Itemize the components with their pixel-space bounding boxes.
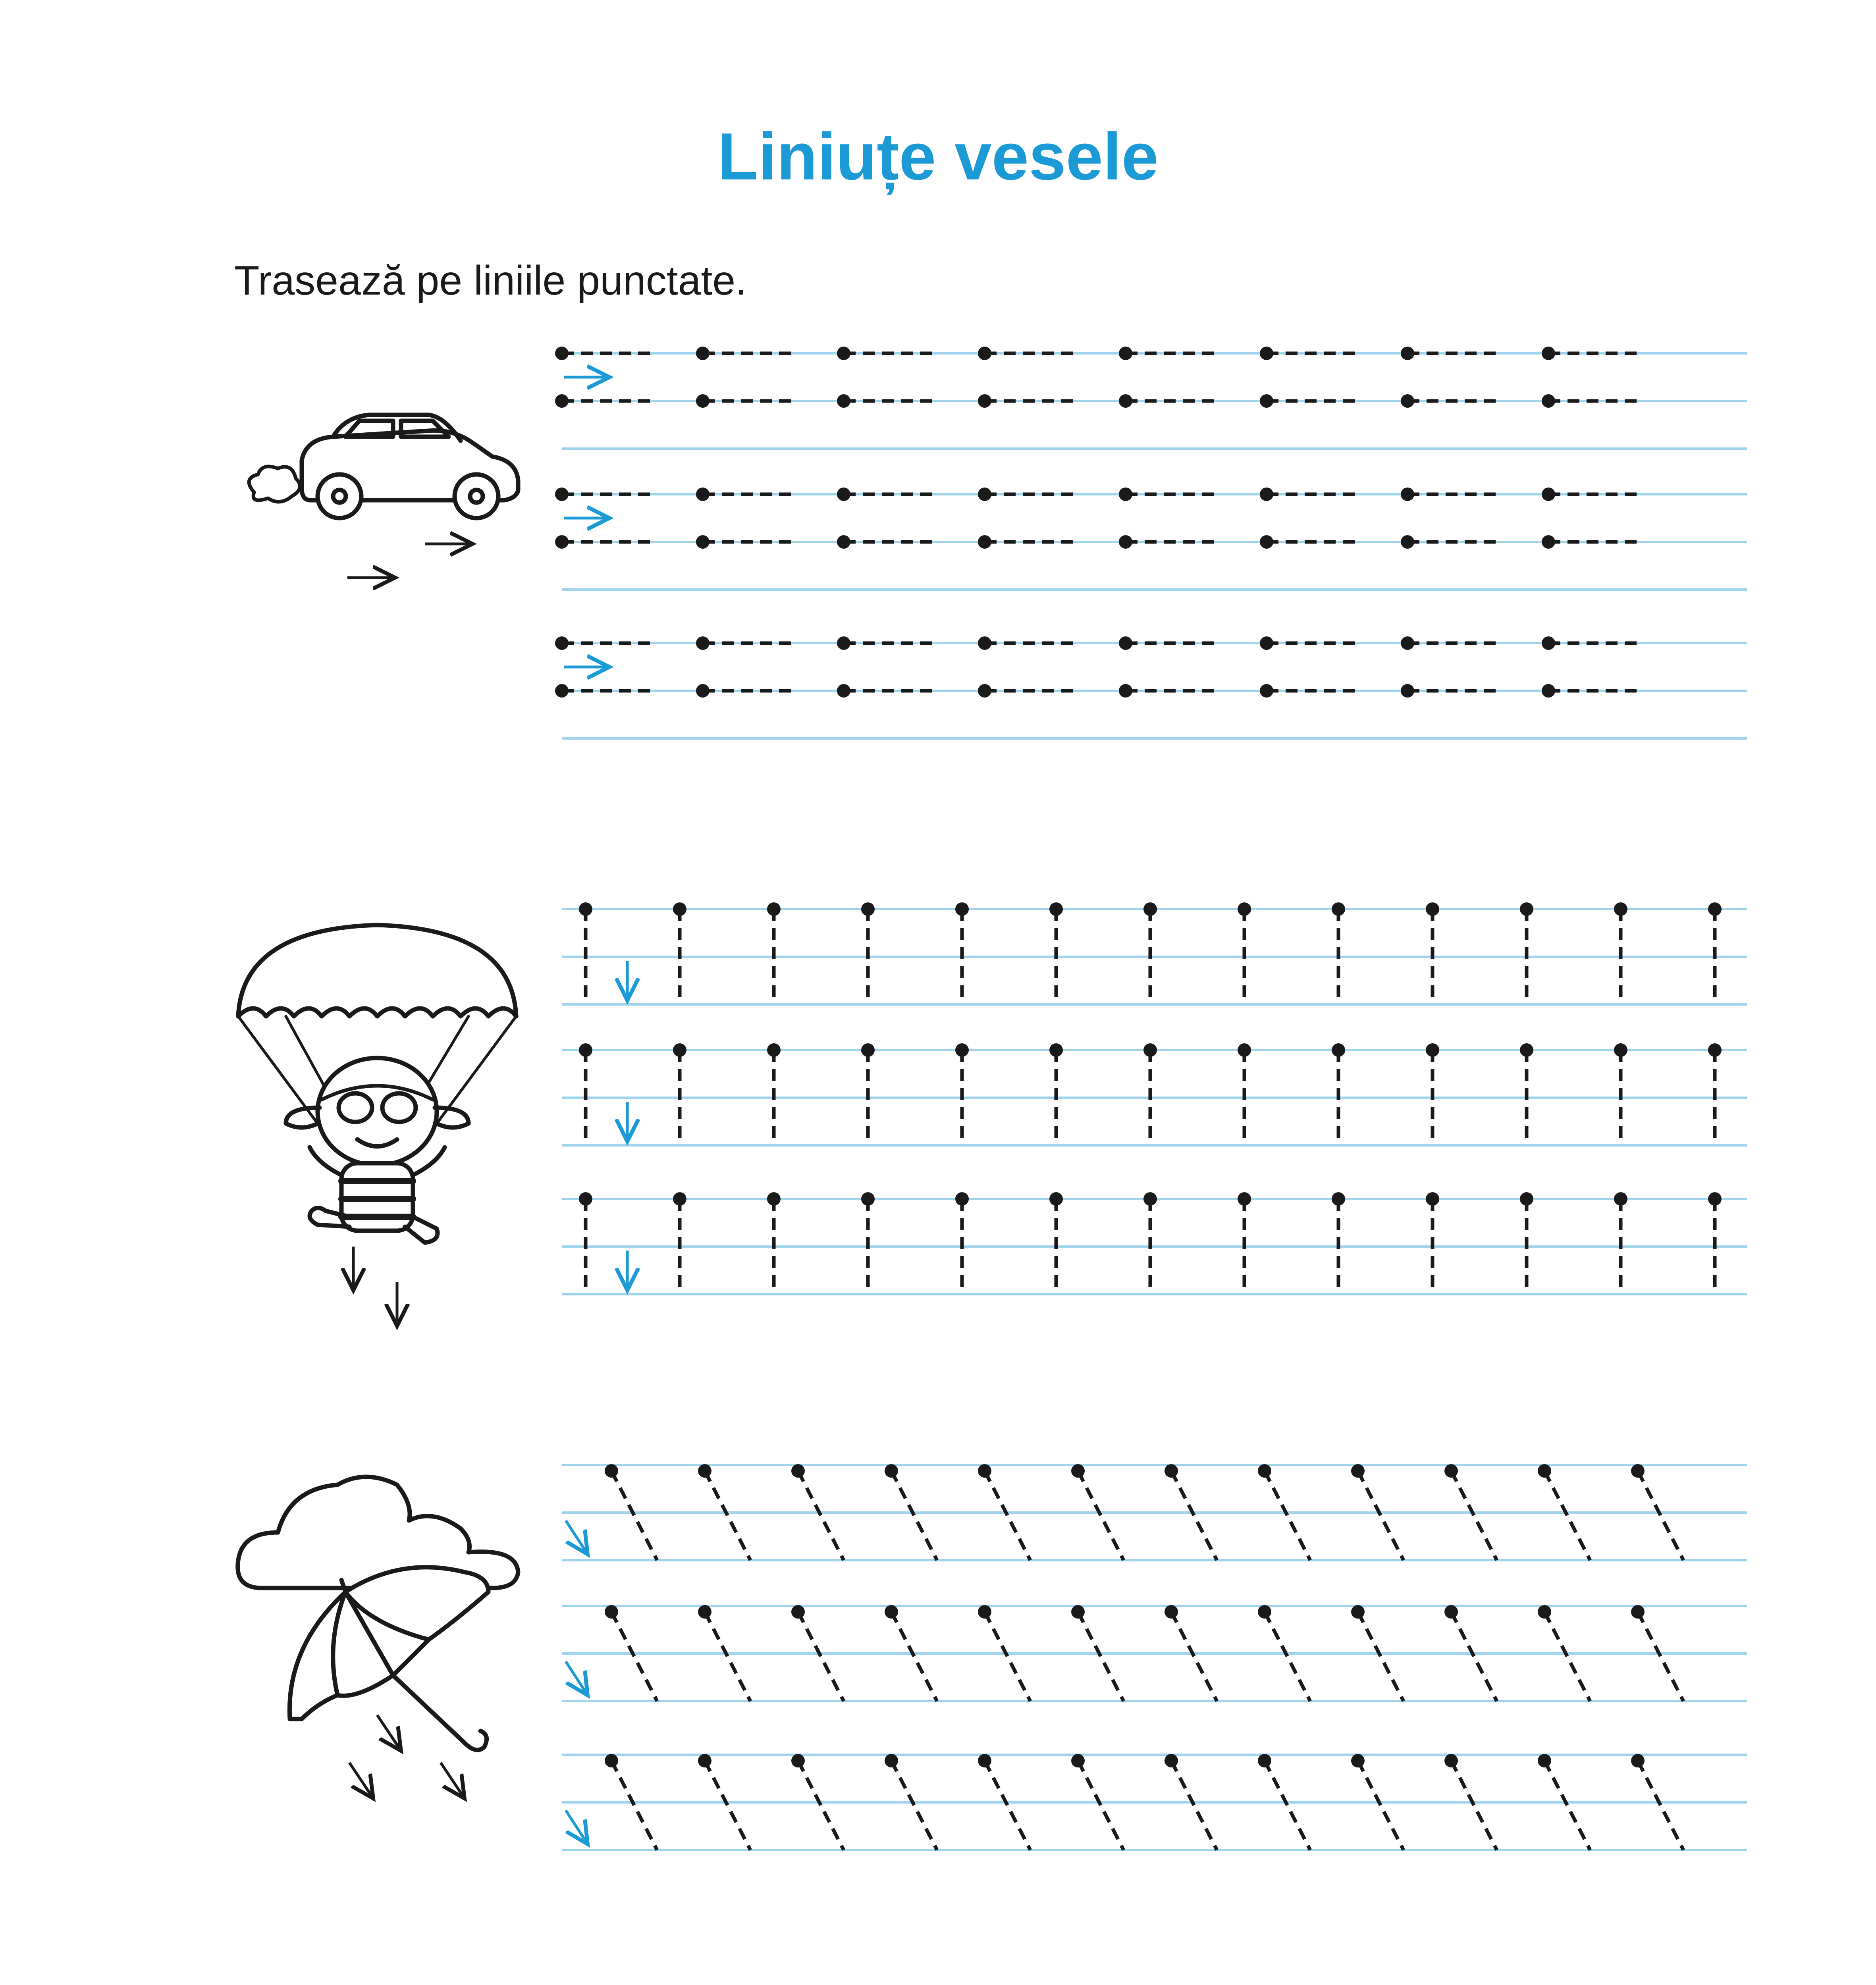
start-dot [1444,1605,1458,1619]
start-dot [696,394,710,408]
start-dot [1351,1464,1365,1478]
start-dot [978,684,991,698]
start-dot [1238,1043,1251,1057]
diagonal-right-dash [611,1761,657,1850]
start-dot [1631,1754,1645,1767]
diagonal-right-dash [1171,1471,1217,1560]
parachutist-icon [238,925,516,1243]
start-dot [555,684,569,698]
start-dot [1260,684,1273,698]
start-dot [1049,1192,1063,1206]
start-dot [955,902,969,916]
diagonal-right-dash [1171,1612,1217,1701]
start-dot [1401,394,1414,408]
diagonal-right-dash [1078,1761,1124,1850]
start-dot [1542,636,1555,650]
start-dot [696,636,710,650]
start-dot [978,488,991,501]
start-dot [1143,1043,1157,1057]
start-dot [767,1192,781,1206]
diagonal-right-dash [1171,1761,1217,1850]
start-dot [885,1605,898,1619]
start-dot [1401,684,1414,698]
start-dot [885,1754,898,1767]
start-dot [1238,1192,1251,1206]
start-dot [1258,1754,1271,1767]
diagonal-right-dash [1544,1761,1590,1850]
start-dot [955,1043,969,1057]
start-dot [698,1605,711,1619]
diagonal-right-dash [1451,1612,1497,1701]
page-title: Liniuțe vesele [717,119,1159,194]
start-dot [1520,902,1533,916]
diagonal-right-dash [1544,1612,1590,1701]
start-dot [698,1754,711,1767]
start-dot [698,1464,711,1478]
start-dot [1426,1043,1439,1057]
diagonal-right-dash [798,1612,844,1701]
start-dot [955,1192,969,1206]
direction-hints [564,377,627,1985]
diagonal-right-dash [705,1612,750,1701]
start-dot [579,902,592,916]
diagonal-right-dash [1358,1612,1404,1701]
diagonal-right-dash [705,1761,750,1850]
diagonal-right-dash [1544,1471,1590,1560]
diagonal-right-dash [611,1612,657,1701]
start-dot [767,1043,781,1057]
start-dot [1444,1464,1458,1478]
direction-arrow [566,1521,588,1554]
start-dot [1401,347,1414,360]
start-dot [837,394,850,408]
diagonal-right-dash [985,1761,1030,1850]
diagonal-right-dash [1358,1471,1404,1560]
start-dot [978,347,991,360]
diagonal-right-dash [891,1471,937,1560]
start-dot [579,1043,592,1057]
diagonal-right-dash [1265,1471,1310,1560]
start-dot [1538,1754,1551,1767]
start-dot [1401,535,1414,549]
start-dot [1542,535,1555,549]
start-dot [1542,394,1555,408]
start-dot [673,1043,686,1057]
diagonal-right-dash [1078,1471,1124,1560]
start-dot [861,1192,875,1206]
start-dot [1351,1754,1365,1767]
start-dot [861,1043,875,1057]
start-dot [1351,1605,1365,1619]
start-dot [1614,902,1627,916]
start-dot [555,488,569,501]
start-dot [696,535,710,549]
start-dot [1071,1754,1085,1767]
diagonal-right-dash [1638,1612,1683,1701]
diagonal-right-dash [1451,1471,1497,1560]
start-dot [1049,1043,1063,1057]
trace-strokes [555,347,1722,1985]
car-arrows [347,544,472,578]
start-dot [978,636,991,650]
diagonal-right-dash [985,1612,1030,1701]
start-dot [1614,1043,1627,1057]
diagonal-right-dash [1451,1761,1497,1850]
diagonal-right-dash [891,1761,937,1850]
start-dot [1165,1464,1178,1478]
start-dot [1332,1043,1345,1057]
parachutist-arrows [353,1247,397,1326]
start-dot [555,394,569,408]
start-dot [837,347,850,360]
start-dot [978,1464,991,1478]
start-dot [673,1192,686,1206]
instruction-text: Trasează pe liniile punctate. [234,258,747,304]
start-dot [1538,1464,1551,1478]
start-dot [861,902,875,916]
start-dot [978,394,991,408]
start-dot [555,636,569,650]
start-dot [1520,1192,1533,1206]
start-dot [1708,902,1722,916]
start-dot [978,1754,991,1767]
start-dot [767,902,781,916]
start-dot [579,1192,592,1206]
start-dot [1260,535,1273,549]
start-dot [837,684,850,698]
guide-lines [562,353,1747,1985]
start-dot [1708,1192,1722,1206]
start-dot [1332,1192,1345,1206]
direction-arrow [566,1661,588,1695]
diagonal-right-dash [891,1612,937,1701]
start-dot [555,347,569,360]
diagonal-right-dash [1638,1761,1683,1850]
start-dot [1143,1192,1157,1206]
start-dot [1119,684,1132,698]
start-dot [1238,902,1251,916]
start-dot [1165,1605,1178,1619]
diagonal-right-dash [1265,1612,1310,1701]
start-dot [1401,488,1414,501]
start-dot [1119,394,1132,408]
start-dot [837,636,850,650]
start-dot [837,535,850,549]
start-dot [1332,902,1345,916]
start-dot [1614,1192,1627,1206]
start-dot [1119,347,1132,360]
start-dot [555,535,569,549]
start-dot [1426,1192,1439,1206]
start-dot [1119,488,1132,501]
start-dot [1708,1043,1722,1057]
diagonal-right-dash [1638,1471,1683,1560]
start-dot [1631,1605,1645,1619]
start-dot [605,1464,618,1478]
start-dot [1260,488,1273,501]
start-dot [1426,902,1439,916]
start-dot [1260,347,1273,360]
umbrella-cloud-icon [238,1477,518,1750]
diagonal-right-dash [985,1471,1030,1560]
car-icon [249,415,518,518]
start-dot [1260,394,1273,408]
start-dot [605,1754,618,1767]
start-dot [1538,1605,1551,1619]
start-dot [1631,1464,1645,1478]
start-dot [1258,1605,1271,1619]
start-dot [1542,684,1555,698]
start-dot [1165,1754,1178,1767]
start-dot [791,1754,805,1767]
start-dot [696,684,710,698]
start-dot [673,902,686,916]
direction-arrow [566,1810,588,1844]
diagonal-right-dash [1265,1761,1310,1850]
start-dot [605,1605,618,1619]
start-dot [1542,347,1555,360]
diagonal-right-dash [798,1471,844,1560]
start-dot [978,535,991,549]
start-dot [1071,1605,1085,1619]
start-dot [885,1464,898,1478]
diagonal-right-dash [798,1761,844,1850]
start-dot [1049,902,1063,916]
start-dot [1071,1464,1085,1478]
start-dot [1260,636,1273,650]
start-dot [837,488,850,501]
start-dot [1401,636,1414,650]
start-dot [1542,488,1555,501]
start-dot [1119,636,1132,650]
diagonal-right-dash [1078,1612,1124,1701]
start-dot [791,1464,805,1478]
start-dot [1444,1754,1458,1767]
start-dot [1520,1043,1533,1057]
start-dot [1258,1464,1271,1478]
start-dot [696,347,710,360]
diagonal-right-dash [1358,1761,1404,1850]
start-dot [696,488,710,501]
diagonal-right-dash [705,1471,750,1560]
start-dot [1119,535,1132,549]
start-dot [1143,902,1157,916]
start-dot [791,1605,805,1619]
diagonal-right-dash [611,1471,657,1560]
start-dot [978,1605,991,1619]
